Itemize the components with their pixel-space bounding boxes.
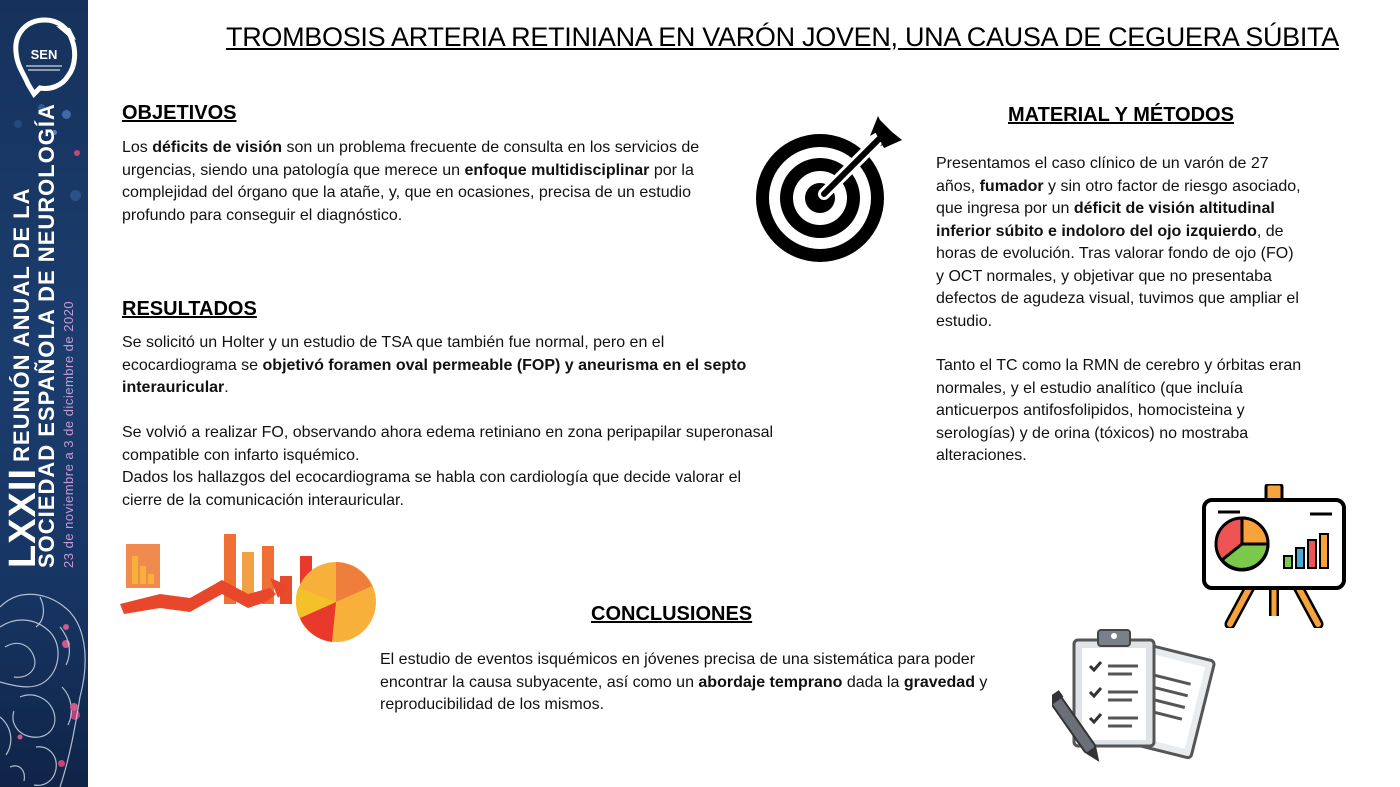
objetivos-text: Los déficits de visión son un problema frecuente de consulta en los servicios de urgencias, siendo una patología que merece un enfoque multidisciplinar por la complejidad del órgano que la atañe, y, que en ocasiones, precisa de un estudio profundo para conseguir el diagnóstico. [122, 139, 700, 224]
resultados-text-2: Se volvió a realizar FO, observando ahora edema retiniano en zona peripapilar superonasal compatible con infarto isquémico. Dados los hallazgos del ecocardiograma se habla con cardiología que decide valorar el cierre de la comunicación interauricular. [122, 424, 774, 509]
event-dates: 23 de noviembre a 3 de diciembre de 2020 [61, 300, 76, 568]
resultados-heading: RESULTADOS [122, 298, 257, 320]
charts-illustration-icon [120, 532, 380, 648]
material-text-1: Presentamos el caso clínico de un varón de 27 años, fumador y sin otro factor de riesgo asociado, que ingresa por un déficit de visión altitudinal inferior súbito e indoloro del ojo izquierdo, de horas de evolución. Tras valorar fondo de ojo (FO) y OCT normales, y objetivar que no presentaba defectos de agudeza visual, tuvimos que ampliar el estudio. [936, 155, 1301, 330]
sidebar-banner [0, 0, 88, 787]
sen-logo [10, 14, 80, 98]
conclusiones-heading: CONCLUSIONES [591, 603, 753, 625]
presentation-board-icon [1200, 484, 1348, 628]
checklist-clipboard-icon [1052, 628, 1216, 770]
logo-text: SEN [30, 47, 58, 62]
event-line-2: SOCIEDAD ESPAÑOLA DE NEUROLOGÍA [34, 103, 59, 568]
objetivos-heading: OBJETIVOS [122, 102, 237, 124]
material-text-2: Tanto el TC como la RMN de cerebro y órbitas eran normales, y el estudio analítico (que incluía anticuerpos antifosfolipidos, homocisteina y serologías) y de orina (tóxicos) no mostraba alteraciones. [936, 357, 1302, 464]
event-line-1: REUNIÓN ANUAL DE LA [9, 187, 34, 462]
target-icon [752, 114, 906, 268]
material-heading: MATERIAL Y MÉTODOS [1008, 104, 1234, 126]
conclusiones-text: El estudio de eventos isquémicos en jóvenes precisa de una sistemática para poder encontrar la causa subyacente, así como un abordaje temprano dada la gravedad y reproducibilidad de los mismos. [380, 651, 988, 713]
resultados-text-1: Se solicitó un Holter y un estudio de TSA que también fue normal, pero en el ecocardiograma se objetivó foramen oval permeable (FOP) y aneurisma en el septo interauricular. [122, 334, 747, 396]
edition-number: LXXII [2, 467, 44, 568]
poster-title: TROMBOSIS ARTERIA RETINIANA EN VARÓN JOVEN, UNA CAUSA DE CEGUERA SÚBITA [226, 22, 1339, 52]
brain-illustration [0, 587, 88, 787]
event-info [2, 103, 76, 568]
